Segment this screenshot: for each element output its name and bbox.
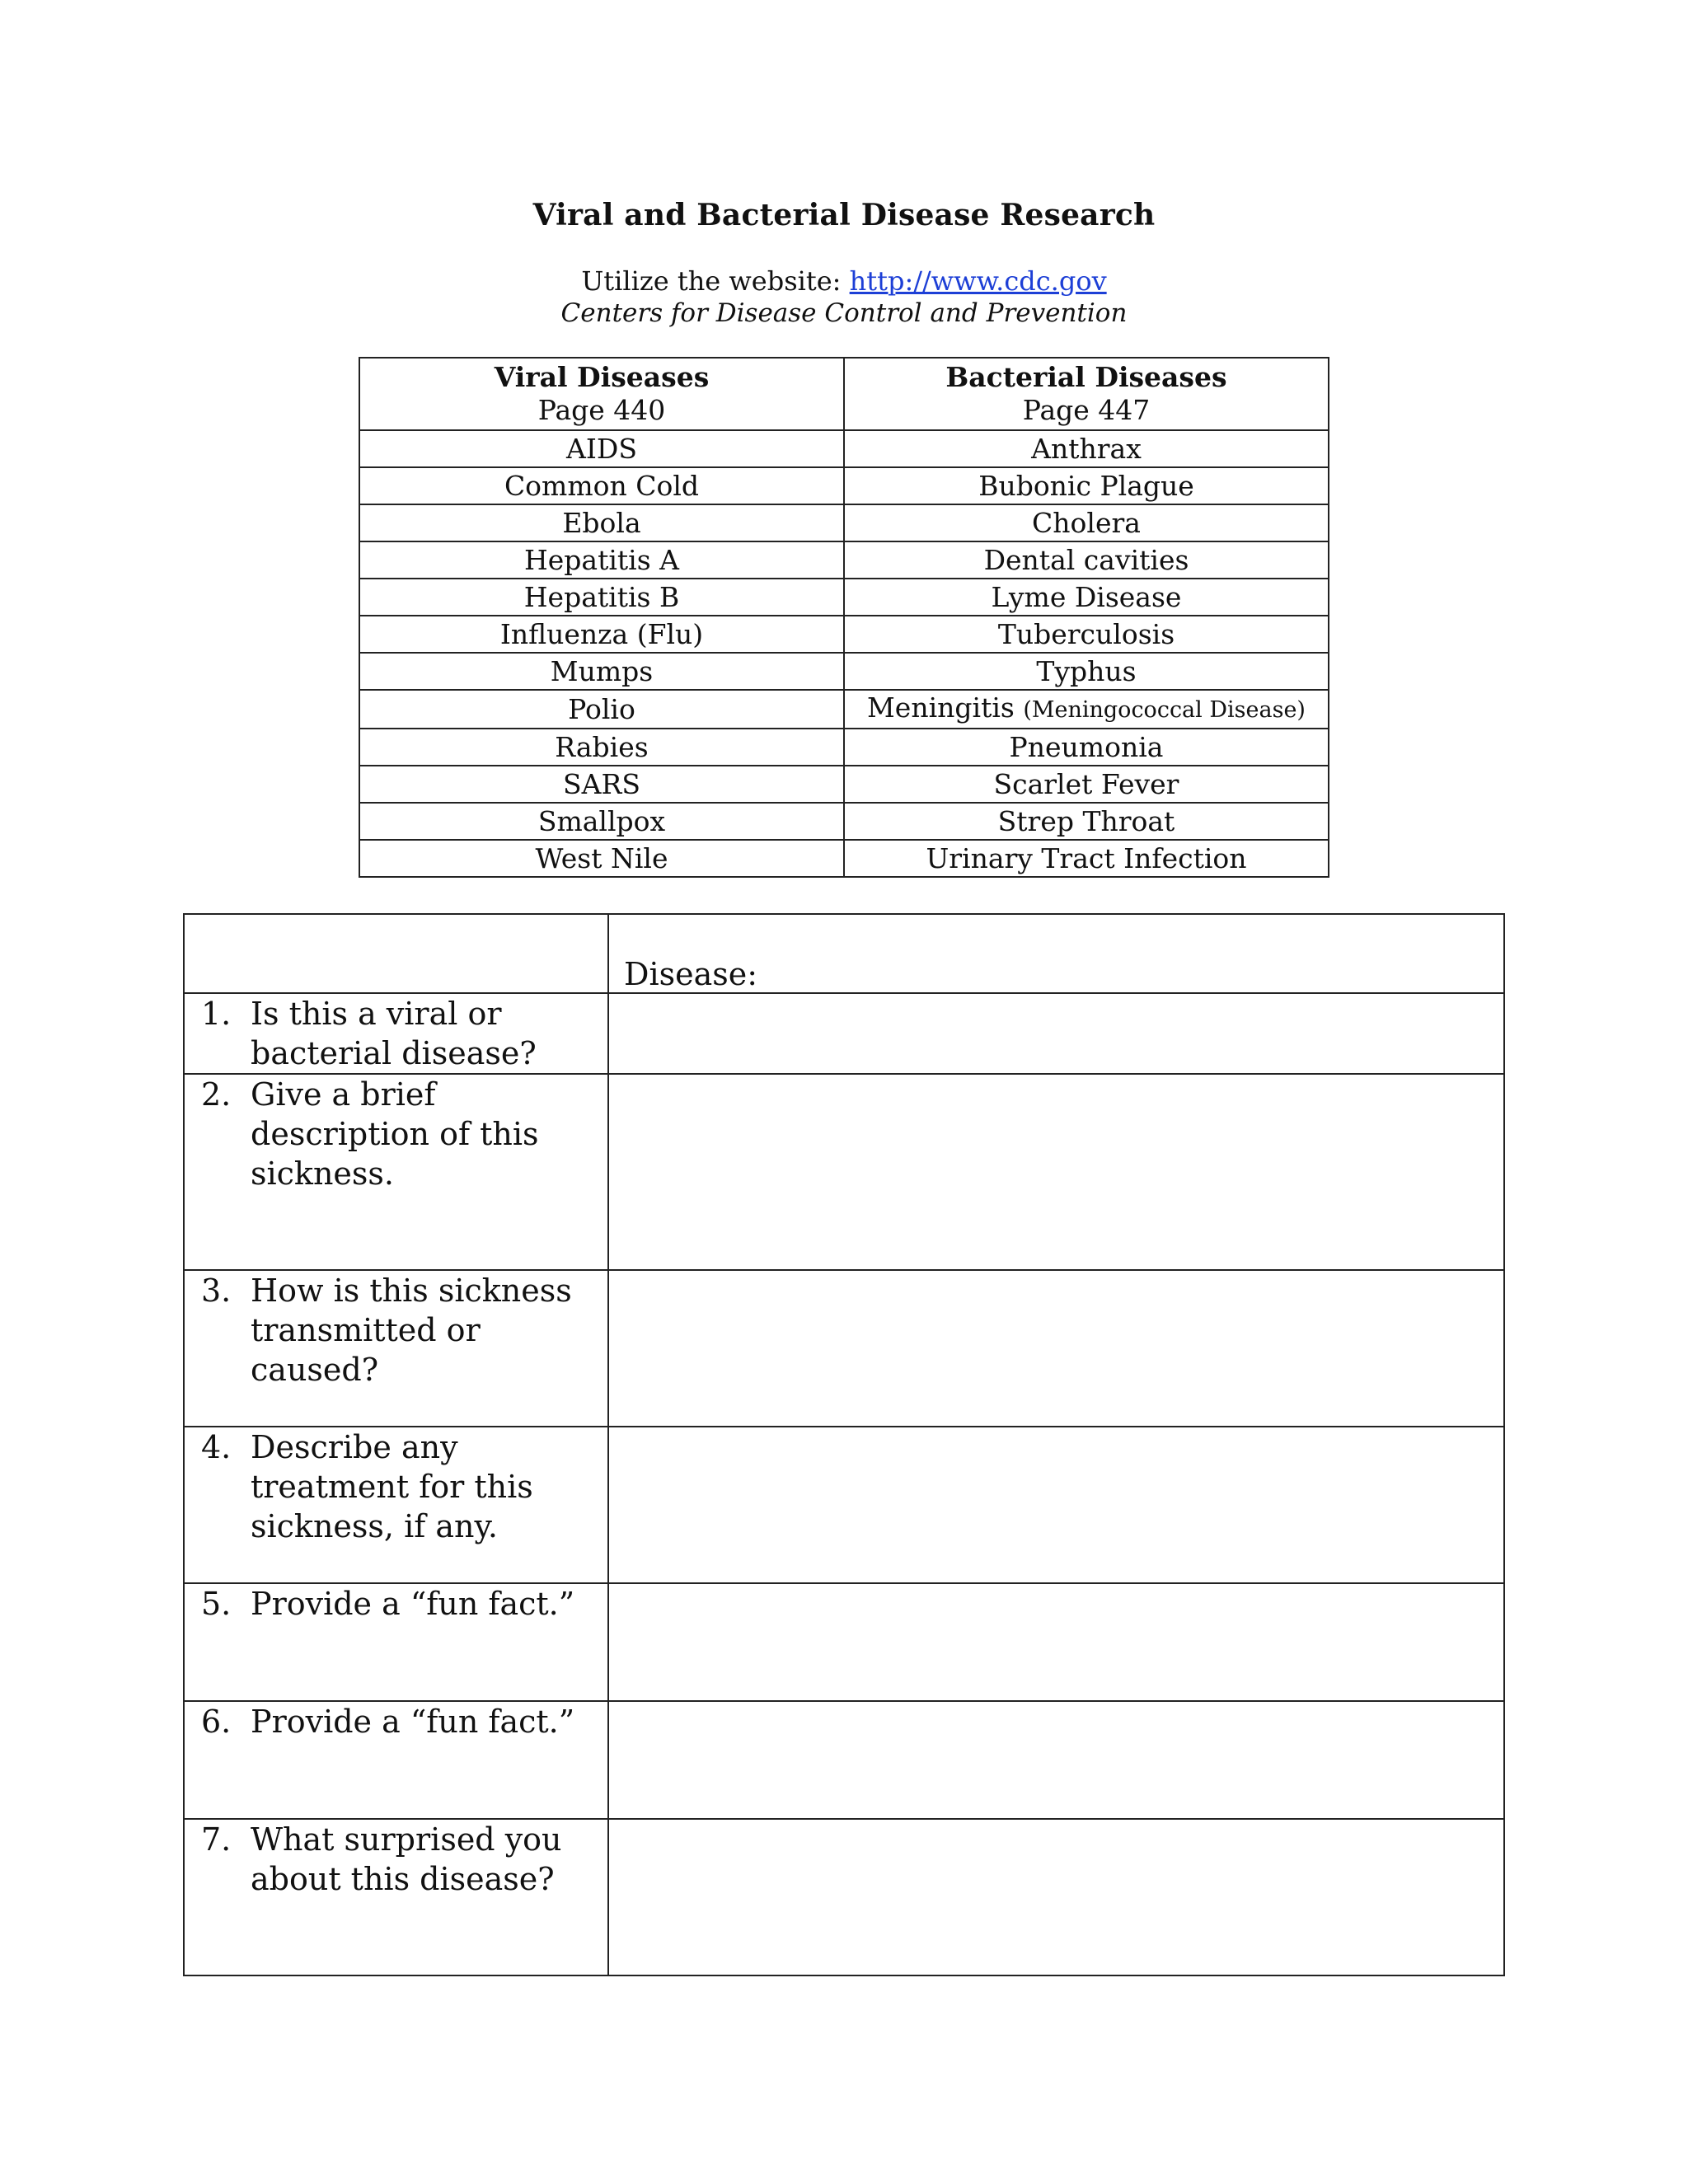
answer-cell[interactable] [608, 1074, 1504, 1270]
question-text: Give a brief description of this sickness. [251, 1076, 539, 1192]
bacterial-header-cell [844, 358, 1329, 430]
disease-row [359, 840, 1329, 877]
bacterial-disease-note: (Meningococcal Disease) [1023, 697, 1306, 723]
disease-table-header-row [359, 358, 1329, 430]
bacterial-disease-name: Strep Throat [997, 804, 1175, 837]
bacterial-disease-name: Lyme Disease [991, 580, 1182, 613]
disease-row [359, 467, 1329, 504]
question-text: Describe any treatment for this sickness, if any. [251, 1429, 533, 1544]
viral-disease-cell: SARS [359, 766, 844, 803]
organization-name: Centers for Disease Control and Prevention [560, 298, 1128, 328]
question-number: 1. [201, 996, 232, 1032]
bacterial-diseases-heading: Bacterial Diseases [945, 361, 1227, 393]
question-text: What surprised you about this disease? [251, 1821, 562, 1897]
bacterial-disease-name: Pneumonia [1009, 730, 1164, 763]
question-number: 7. [201, 1821, 232, 1858]
question-row [184, 1074, 1504, 1270]
bacterial-disease-name: Dental cavities [983, 543, 1189, 576]
disease-list-table [359, 357, 1329, 878]
viral-disease-cell: Ebola [359, 504, 844, 541]
viral-disease-cell: Mumps [359, 653, 844, 690]
viral-diseases-heading: Viral Diseases [494, 361, 710, 393]
bacterial-disease-name: Bubonic Plague [978, 469, 1194, 502]
bacterial-disease-name: Meningitis [867, 691, 1015, 724]
question-row [184, 1270, 1504, 1427]
disease-name-blank[interactable] [762, 963, 1427, 994]
disease-row [359, 729, 1329, 766]
disease-row [359, 579, 1329, 616]
question-cell [184, 1074, 608, 1270]
disease-row [359, 541, 1329, 579]
bacterial-disease-cell [844, 803, 1329, 840]
bacterial-disease-name: Scarlet Fever [993, 767, 1179, 800]
bacterial-disease-cell [844, 430, 1329, 467]
viral-disease-cell: Hepatitis B [359, 579, 844, 616]
bacterial-disease-cell [844, 690, 1329, 729]
bacterial-disease-cell [844, 504, 1329, 541]
disease-name-label: Disease: [624, 956, 758, 992]
page-title: Viral and Bacterial Disease Research [532, 198, 1156, 232]
question-cell [184, 1583, 608, 1701]
question-row [184, 1427, 1504, 1583]
question-row [184, 1583, 1504, 1701]
viral-disease-cell: West Nile [359, 840, 844, 877]
disease-name-cell[interactable] [608, 914, 1504, 993]
question-number: 3. [201, 1272, 232, 1309]
bacterial-disease-cell [844, 541, 1329, 579]
viral-page-reference: Page 440 [537, 394, 666, 426]
bacterial-disease-name: Cholera [1032, 506, 1141, 539]
question-cell [184, 993, 608, 1074]
bacterial-disease-cell [844, 579, 1329, 616]
viral-disease-cell: Hepatitis A [359, 541, 844, 579]
disease-row [359, 653, 1329, 690]
question-row [184, 1819, 1504, 1975]
viral-disease-cell: Influenza (Flu) [359, 616, 844, 653]
bacterial-disease-cell [844, 653, 1329, 690]
viral-disease-cell: Smallpox [359, 803, 844, 840]
bacterial-disease-cell [844, 729, 1329, 766]
disease-row [359, 803, 1329, 840]
viral-disease-cell: Polio [359, 690, 844, 729]
answer-cell[interactable] [608, 1819, 1504, 1975]
viral-disease-cell: AIDS [359, 430, 844, 467]
disease-row [359, 690, 1329, 729]
disease-row [359, 616, 1329, 653]
disease-label-spacer-cell [184, 914, 608, 993]
bacterial-disease-name: Anthrax [1031, 432, 1142, 465]
disease-row [359, 766, 1329, 803]
question-cell [184, 1701, 608, 1819]
website-instruction [0, 265, 1688, 297]
question-text: Is this a viral or bacterial disease? [251, 996, 537, 1071]
question-number: 5. [201, 1586, 232, 1622]
disease-name-row [184, 914, 1504, 993]
viral-disease-cell: Rabies [359, 729, 844, 766]
question-text: Provide a “fun fact.” [251, 1704, 575, 1740]
bacterial-disease-name: Urinary Tract Infection [926, 841, 1247, 874]
bacterial-disease-cell [844, 616, 1329, 653]
question-number: 2. [201, 1076, 232, 1113]
bacterial-disease-name: Tuberculosis [997, 617, 1175, 650]
question-cell [184, 1819, 608, 1975]
question-row [184, 1701, 1504, 1819]
bacterial-disease-cell [844, 840, 1329, 877]
research-form-table [183, 913, 1505, 1976]
disease-row [359, 430, 1329, 467]
answer-cell[interactable] [608, 993, 1504, 1074]
answer-cell[interactable] [608, 1270, 1504, 1427]
question-row [184, 993, 1504, 1074]
question-cell [184, 1270, 608, 1427]
question-number: 4. [201, 1429, 232, 1465]
disease-row [359, 504, 1329, 541]
bacterial-disease-name: Typhus [1036, 654, 1137, 687]
viral-disease-cell: Common Cold [359, 467, 844, 504]
answer-cell[interactable] [608, 1583, 1504, 1701]
bacterial-page-reference: Page 447 [1022, 394, 1151, 426]
question-text: How is this sickness transmitted or caused? [251, 1272, 572, 1388]
answer-cell[interactable] [608, 1427, 1504, 1583]
bacterial-disease-cell [844, 467, 1329, 504]
viral-header-cell [359, 358, 844, 430]
disease-name-field[interactable] [624, 954, 1427, 994]
cdc-website-link[interactable]: http://www.cdc.gov [849, 265, 1107, 297]
bacterial-disease-cell [844, 766, 1329, 803]
question-text: Provide a “fun fact.” [251, 1586, 575, 1622]
website-instruction-label: Utilize the website: [581, 265, 842, 297]
question-cell [184, 1427, 608, 1583]
answer-cell[interactable] [608, 1701, 1504, 1819]
question-number: 6. [201, 1704, 232, 1740]
